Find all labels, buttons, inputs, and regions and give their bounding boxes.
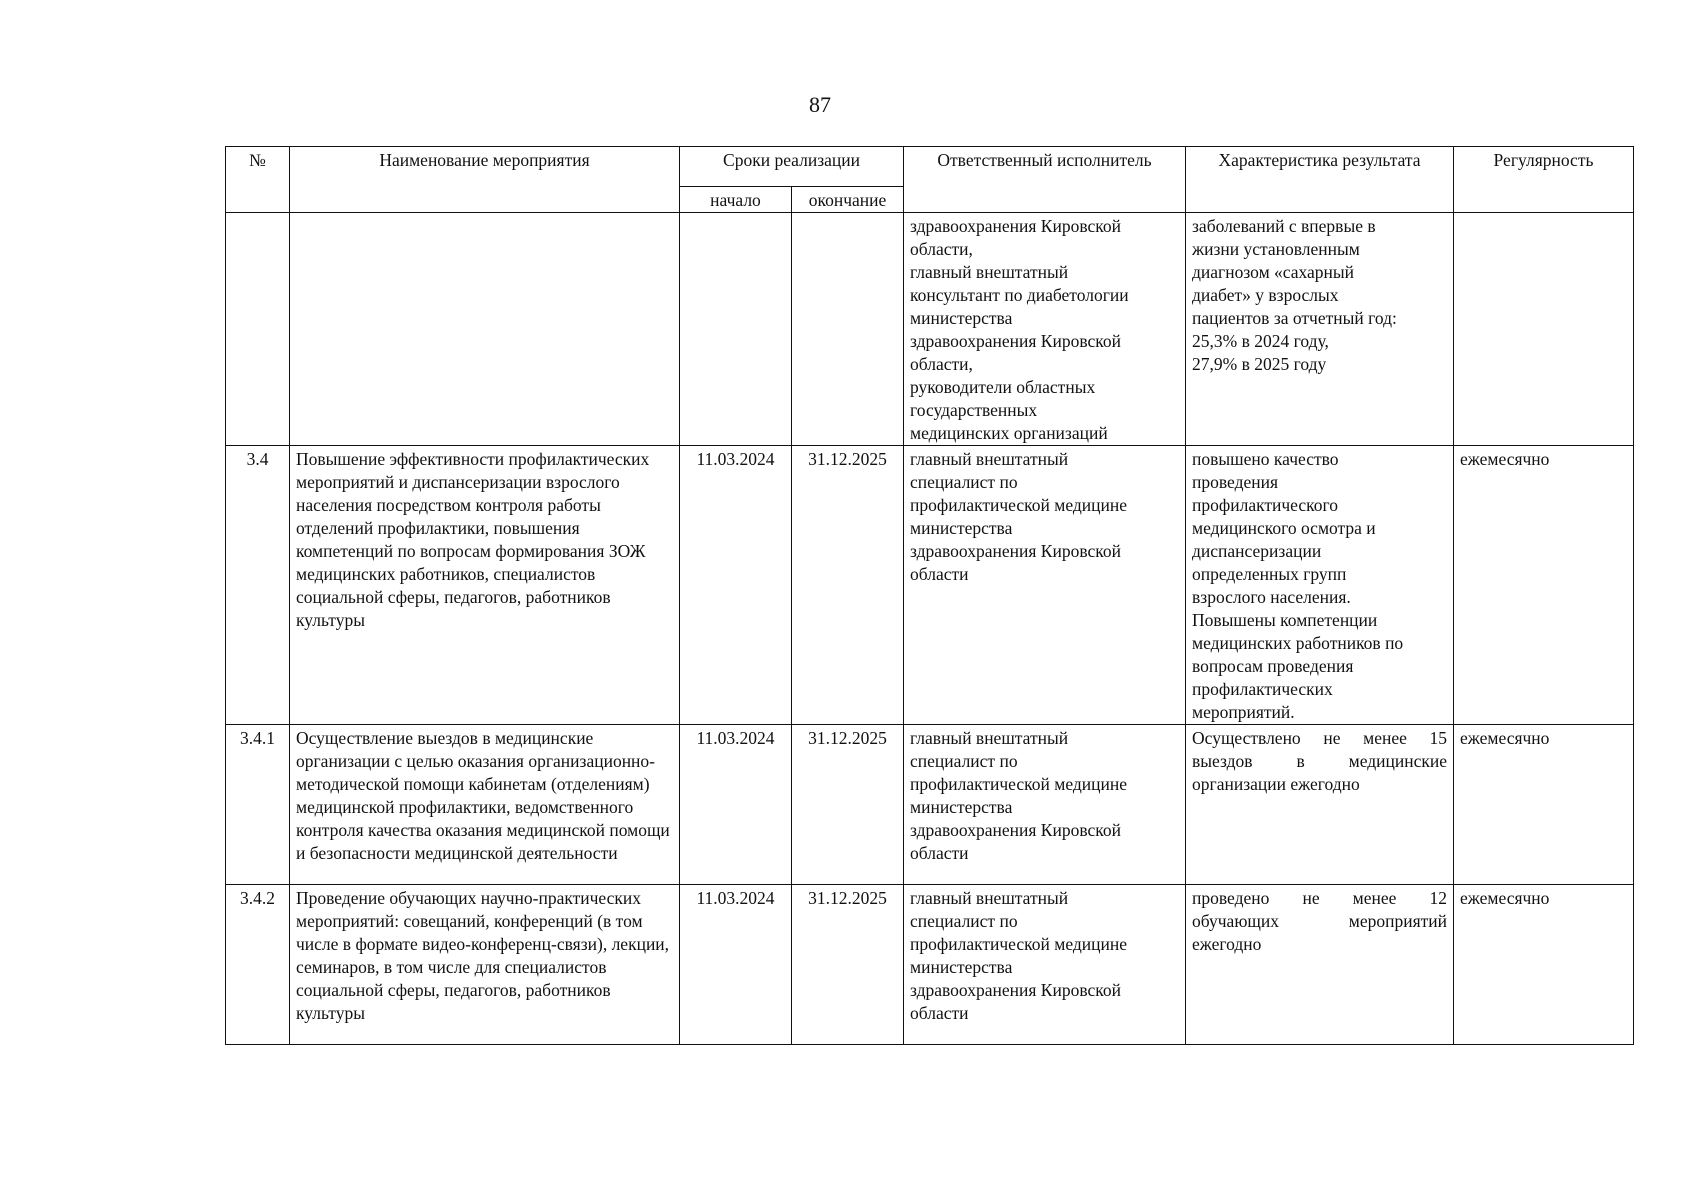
header-end: окончание <box>792 187 904 213</box>
row-regularity: ежемесячно <box>1454 885 1634 1045</box>
row-regularity: ежемесячно <box>1454 446 1634 725</box>
row-result: заболеваний с впервые в жизни установленным диагнозом «сахарный диабет» у взрослых пациентов за отчетный год: 25,3% в 2024 году, 27,9% в 2025 году <box>1186 213 1454 446</box>
header-name: Наименование мероприятия <box>290 147 680 213</box>
row-end: 31.12.2025 <box>792 446 904 725</box>
row-num: 3.4.2 <box>226 885 290 1045</box>
row-start: 11.03.2024 <box>680 446 792 725</box>
page-number: 87 <box>809 92 831 117</box>
table-row <box>226 213 1634 446</box>
row-executor: здравоохранения Кировской области, главный внештатный консультант по диабетологии министерства здравоохранения Кировской области, руководители областных государственных медицинских организаций <box>904 213 1186 446</box>
row-name <box>290 213 680 446</box>
header-num: № <box>226 147 290 213</box>
row-start: 11.03.2024 <box>680 885 792 1045</box>
row-executor: главный внештатный специалист по профилактической медицине министерства здравоохранения Кировской области <box>904 725 1186 885</box>
header-start: начало <box>680 187 792 213</box>
row-regularity <box>1454 213 1634 446</box>
row-executor: главный внештатный специалист по профилактической медицине министерства здравоохранения Кировской области <box>904 885 1186 1045</box>
table-row <box>226 725 1634 885</box>
table-row <box>226 446 1634 725</box>
header-regularity: Регулярность <box>1454 147 1634 213</box>
row-start: 11.03.2024 <box>680 725 792 885</box>
row-name: Осуществление выездов в медицинские организации с целью оказания организационно-методической помощи кабинетам (отделениям) медицинской профилактики, ведомственного контроля качества оказания медицинской помощи и безопасности медицинской деятельности <box>290 725 680 885</box>
row-num: 3.4.1 <box>226 725 290 885</box>
row-executor: главный внештатный специалист по профилактической медицине министерства здравоохранения Кировской области <box>904 446 1186 725</box>
row-name: Повышение эффективности профилактических мероприятий и диспансеризации взрослого населения посредством контроля работы отделений профилактики, повышения компетенций по вопросам формирования ЗОЖ медицинских работников, специалистов социальной сферы, педагогов, работников культуры <box>290 446 680 725</box>
row-regularity: ежемесячно <box>1454 725 1634 885</box>
row-result: Осуществлено не менее 15 выездов в медицинские организации ежегодно <box>1186 725 1454 885</box>
row-start <box>680 213 792 446</box>
header-row <box>226 147 1634 187</box>
row-end: 31.12.2025 <box>792 725 904 885</box>
measures-table <box>225 146 1634 1045</box>
row-result: проведено не менее 12 обучающих мероприятий ежегодно <box>1186 885 1454 1045</box>
header-period: Сроки реализации <box>680 147 904 187</box>
row-end: 31.12.2025 <box>792 885 904 1045</box>
row-name: Проведение обучающих научно-практических мероприятий: совещаний, конференций (в том числе в формате видео-конференц-связи), лекции, семинаров, в том числе для специалистов социальной сферы, педагогов, работников культуры <box>290 885 680 1045</box>
table-row <box>226 885 1634 1045</box>
header-result: Характеристика результата <box>1186 147 1454 213</box>
row-result: повышено качество проведения профилактического медицинского осмотра и диспансеризации определенных групп взрослого населения. Повышены компетенции медицинских работников по вопросам проведения профилактических мероприятий. <box>1186 446 1454 725</box>
row-end <box>792 213 904 446</box>
row-num <box>226 213 290 446</box>
row-num: 3.4 <box>226 446 290 725</box>
header-executor: Ответственный исполнитель <box>904 147 1186 213</box>
